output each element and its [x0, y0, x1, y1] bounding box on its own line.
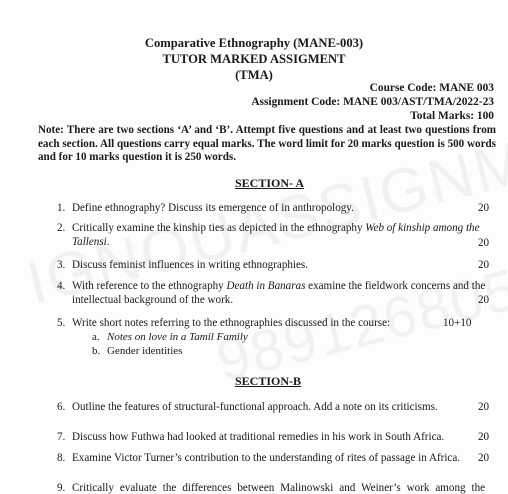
question-text: Examine Victor Turner’s contribution to the understanding of rites of passage in Africa.: [72, 452, 461, 464]
question-marks: 20: [478, 202, 490, 214]
question-text: Define ethnography? Discuss its emergence of in anthropology.: [72, 202, 354, 214]
ethnography-title: Web of kinship among the: [365, 222, 480, 234]
question-marks: 20: [478, 401, 490, 413]
question-text-plain: examine the fieldwork concerns and the: [305, 280, 486, 292]
course-title: Comparative Ethnography (MANE-003): [144, 36, 364, 50]
sub-item-text: Gender identities: [107, 345, 183, 357]
question-text-plain: With reference to the ethnography: [72, 280, 227, 292]
question-text: [72, 222, 480, 234]
ethnography-title: Tallensi: [72, 236, 107, 248]
sub-item-label: a.: [92, 331, 100, 343]
question-text-plain: Critically examine the kinship ties as depicted in the ethnography: [72, 222, 366, 234]
question-number: 1.: [57, 202, 66, 214]
total-marks: Total Marks: 100: [410, 110, 494, 122]
question-number: 6.: [57, 401, 66, 413]
section-a-title: SECTION- A: [235, 176, 305, 190]
question-text: Write short notes referring to the ethnographies discussed in the course:: [72, 317, 391, 329]
question-number: 8.: [57, 452, 66, 464]
assignment-code: Assignment Code: MANE 003/AST/TMA/2022-23: [251, 96, 494, 108]
sub-item-text: Notes on love in a Tamil Family: [107, 331, 248, 343]
question-number: 3.: [57, 259, 66, 271]
question-marks: 20: [478, 259, 490, 271]
question-marks: 10+10: [443, 317, 472, 329]
question-number: 7.: [57, 431, 66, 443]
question-text: Discuss how Futhwa had looked at traditional remedies in his work in South Africa.: [72, 431, 445, 443]
question-marks: 20: [478, 237, 490, 249]
question-number: 2.: [57, 222, 66, 234]
document-abbrev: (TMA): [235, 68, 273, 82]
question-text-line2: [72, 236, 110, 248]
question-number: 4.: [57, 280, 66, 292]
question-text-plain: .: [106, 236, 110, 248]
instructions-note: Note: There are two sections ‘A’ and ‘B’. Attempt five questions and at least two questions from each section. All questions carry equal marks. The word limit for 20 marks question is 500 words and for 10 marks question it is 250 words.: [38, 124, 496, 164]
question-marks: 20: [478, 294, 490, 306]
question-text: [72, 280, 485, 292]
question-text: Discuss feminist influences in writing ethnographies.: [72, 259, 309, 271]
course-code: Course Code: MANE 003: [369, 82, 494, 94]
sub-item-label: b.: [92, 345, 101, 357]
document-title: TUTOR MARKED ASSIGMENT: [162, 52, 346, 66]
question-marks: 20: [478, 431, 490, 443]
question-number: 5.: [57, 317, 66, 329]
question-text-line2: intellectual background of the work.: [72, 294, 234, 306]
question-text: Outline the features of structural-functional approach. Add a note on its criticisms.: [72, 401, 438, 413]
ethnography-title: Death in Banaras: [226, 280, 306, 292]
question-text: Critically evaluate the differences between Malinowski and Weiner’s work among the: [72, 482, 486, 494]
section-b-title: SECTION-B: [235, 374, 302, 388]
question-marks: 20: [478, 452, 490, 464]
question-number: 9.: [57, 482, 66, 494]
